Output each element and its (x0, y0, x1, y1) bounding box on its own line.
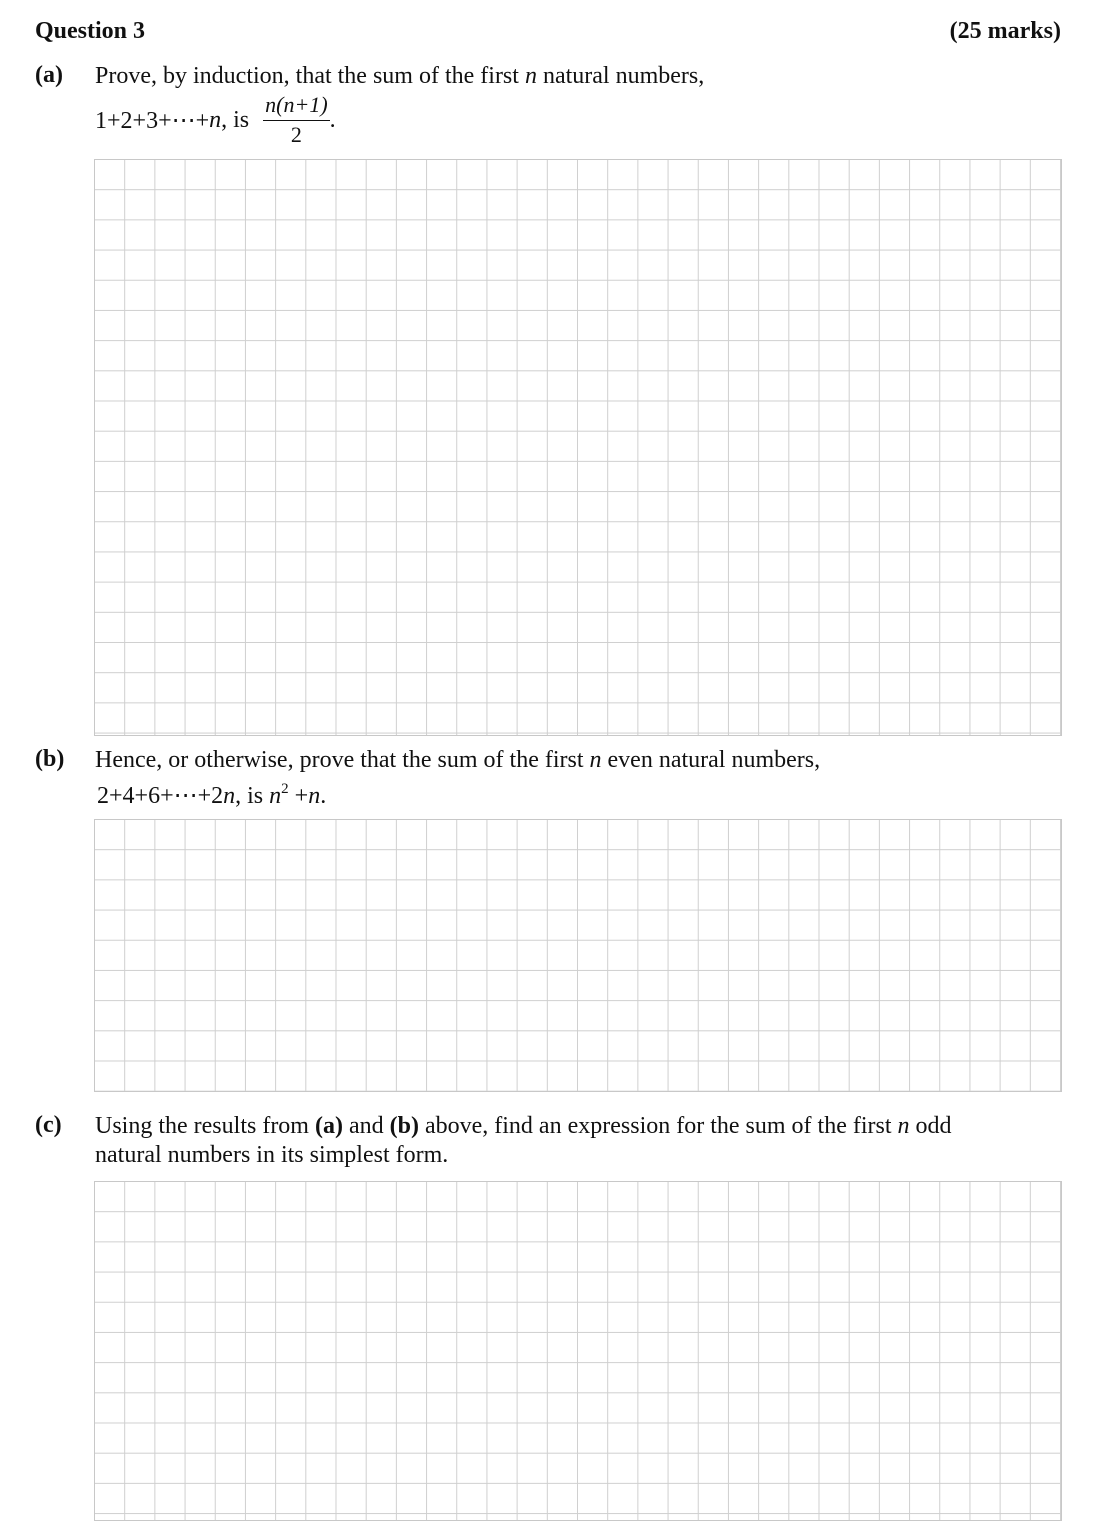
part-b-result-plus: + (288, 783, 309, 809)
part-b-label: (b) (35, 746, 65, 772)
part-a-fraction-numerator: n(n+1) (263, 92, 330, 121)
part-b-answer-grid[interactable] (94, 819, 1062, 1092)
part-b-result-var: n (269, 783, 282, 809)
part-a-text-1: Prove, by induction, that the sum of the first (95, 63, 525, 89)
part-b-exponent: 2 (281, 781, 289, 797)
part-a-answer-grid[interactable] (94, 159, 1062, 736)
part-c-text-2: above, find an expression for the sum of the first (418, 1113, 898, 1139)
part-b-text-2: even natural numbers, (601, 747, 821, 773)
part-a-fraction-denominator: 2 (290, 122, 302, 147)
part-b-series-var: n (223, 783, 236, 809)
part-c-ref-a: (a) (314, 1113, 343, 1139)
part-a-series: 1+2+3+⋯+ (95, 108, 210, 134)
part-a-series-end: n (209, 107, 222, 133)
part-a-text-2: natural numbers, (536, 63, 705, 89)
part-c-question (95, 1112, 952, 1141)
part-b-formula (97, 781, 326, 810)
part-a-formula (95, 92, 336, 149)
part-c-text-3: odd (909, 1113, 952, 1139)
question-marks: (25 marks) (949, 18, 1061, 44)
part-a-fraction (263, 92, 330, 149)
part-c-var-n: n (897, 1113, 910, 1139)
part-b-result-n: n (308, 783, 321, 809)
part-a-var-n: n (524, 63, 537, 89)
part-b-var-n: n (589, 747, 602, 773)
part-a-question (95, 62, 704, 91)
part-c-label: (c) (35, 1112, 62, 1138)
part-a-end: . (329, 107, 336, 133)
part-c-question-line-2: natural numbers in its simplest form. (95, 1142, 449, 1168)
part-b-text-1: Hence, or otherwise, prove that the sum of the first (95, 747, 590, 773)
part-c-ref-b: (b) (389, 1113, 419, 1139)
part-a-label: (a) (35, 62, 63, 88)
part-c-text-and: and (342, 1113, 390, 1139)
part-c-text-1: Using the results from (95, 1113, 315, 1139)
part-b-question (95, 746, 820, 775)
part-c-answer-grid[interactable] (94, 1181, 1062, 1521)
part-a-is-word: , is (221, 107, 250, 133)
question-title: Question 3 (35, 18, 146, 44)
part-b-end: . (320, 783, 327, 809)
part-b-series: 2+4+6+⋯+2 (97, 783, 224, 809)
part-b-is-word: , is (235, 783, 270, 809)
